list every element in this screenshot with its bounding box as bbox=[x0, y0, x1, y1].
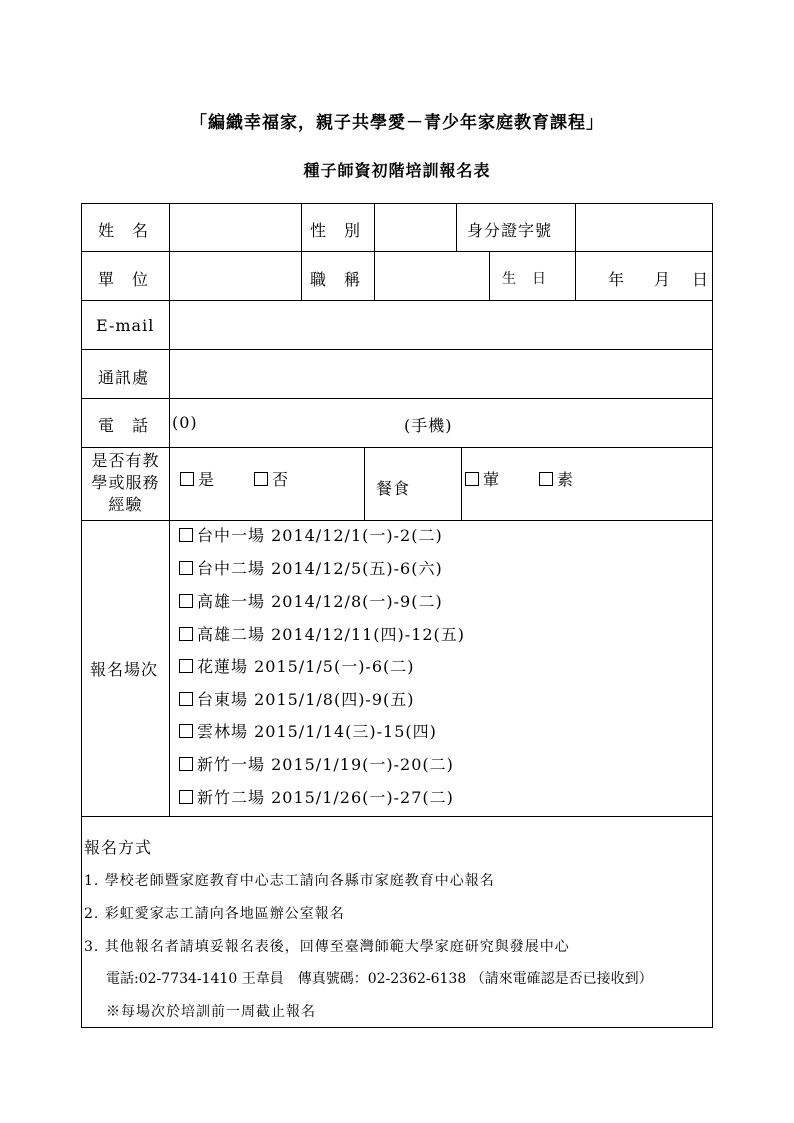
checkbox[interactable] bbox=[180, 472, 194, 486]
gender-label: 性 別 bbox=[310, 221, 362, 240]
session-option[interactable] bbox=[179, 719, 437, 742]
phone-label: 電 話 bbox=[98, 416, 150, 435]
column-divider bbox=[301, 204, 302, 300]
email-label: E-mail bbox=[96, 316, 155, 335]
id-number-field[interactable] bbox=[576, 205, 711, 250]
session-option[interactable] bbox=[179, 687, 415, 710]
gender-field[interactable] bbox=[375, 205, 455, 250]
experience-no-option[interactable] bbox=[254, 467, 289, 490]
address-field[interactable] bbox=[170, 350, 711, 397]
meal-veg-option[interactable] bbox=[539, 467, 574, 490]
session-option[interactable] bbox=[179, 654, 415, 677]
deadline-note: ※每場次於培訓前一周截止報名 bbox=[106, 1004, 316, 1020]
birthday-month-label: 月 bbox=[654, 270, 672, 289]
session-option[interactable] bbox=[179, 523, 443, 546]
experience-label-line: 是否有教 bbox=[91, 451, 160, 470]
session-label: 新竹二場 2015/1/26(一)-27(二) bbox=[197, 788, 454, 807]
form-title: 「編織幸福家，親子共學愛－青少年家庭教育課程」 bbox=[190, 113, 604, 133]
column-divider bbox=[461, 447, 462, 520]
session-label: 台東場 2015/1/8(四)-9(五) bbox=[197, 690, 415, 709]
experience-label bbox=[82, 450, 169, 516]
birthday-label: 生 日 bbox=[502, 271, 547, 287]
meat-label: 葷 bbox=[483, 470, 501, 489]
email-field[interactable] bbox=[170, 301, 711, 348]
checkbox[interactable] bbox=[179, 528, 193, 542]
session-label: 雲林場 2015/1/14(三)-15(四) bbox=[197, 722, 437, 741]
session-label: 花蓮場 2015/1/5(一)-6(二) bbox=[197, 657, 415, 676]
registration-item: 2. 彩虹愛家志工請向各地區辦公室報名 bbox=[84, 906, 345, 922]
experience-yes-option[interactable] bbox=[180, 467, 215, 490]
column-divider bbox=[456, 204, 457, 251]
name-label: 姓 名 bbox=[98, 221, 150, 240]
id-number-label: 身分證字號 bbox=[467, 221, 553, 240]
name-field[interactable] bbox=[170, 205, 300, 250]
session-option[interactable] bbox=[179, 752, 454, 775]
birthday-day-label: 日 bbox=[692, 270, 710, 289]
column-divider bbox=[364, 447, 365, 520]
phone-area-code[interactable]: (0) bbox=[172, 413, 198, 432]
address-label: 通訊處 bbox=[98, 368, 150, 387]
experience-label-line: 學或服務 bbox=[91, 473, 160, 492]
form-subtitle: 種子師資初階培訓報名表 bbox=[303, 161, 491, 180]
session-label: 高雄二場 2014/12/11(四)-12(五) bbox=[197, 625, 466, 644]
veg-label: 素 bbox=[557, 470, 575, 489]
checkbox[interactable] bbox=[179, 594, 193, 608]
row-divider bbox=[82, 447, 712, 448]
no-label: 否 bbox=[272, 470, 290, 489]
registration-item: 3. 其他報名者請填妥報名表後，回傳至臺灣師範大學家庭研究與發展中心 bbox=[84, 939, 570, 955]
session-label: 台中一場 2014/12/1(一)-2(二) bbox=[197, 526, 443, 545]
job-title-label: 職 稱 bbox=[310, 270, 362, 289]
checkbox[interactable] bbox=[465, 472, 479, 486]
checkbox[interactable] bbox=[179, 790, 193, 804]
checkbox[interactable] bbox=[254, 472, 268, 486]
unit-label: 單 位 bbox=[98, 270, 150, 289]
unit-field[interactable] bbox=[170, 252, 300, 299]
checkbox[interactable] bbox=[179, 561, 193, 575]
session-option[interactable] bbox=[179, 589, 443, 612]
job-title-field[interactable] bbox=[375, 252, 488, 299]
checkbox[interactable] bbox=[179, 692, 193, 706]
column-divider bbox=[489, 251, 490, 300]
checkbox[interactable] bbox=[179, 724, 193, 738]
registration-item: 1. 學校老師暨家庭教育中心志工請向各縣市家庭教育中心報名 bbox=[84, 873, 495, 889]
registration-heading: 報名方式 bbox=[84, 838, 153, 857]
session-label: 高雄一場 2014/12/8(一)-9(二) bbox=[197, 592, 443, 611]
row-divider bbox=[82, 816, 712, 817]
session-option[interactable] bbox=[179, 622, 465, 645]
mobile-label[interactable]: (手機) bbox=[404, 416, 453, 435]
birthday-year-label: 年 bbox=[608, 270, 626, 289]
session-option[interactable] bbox=[179, 785, 454, 808]
checkbox[interactable] bbox=[179, 659, 193, 673]
meal-label: 餐食 bbox=[376, 479, 411, 498]
registration-form-table bbox=[81, 203, 713, 1028]
checkbox[interactable] bbox=[179, 627, 193, 641]
experience-label-line: 經驗 bbox=[108, 495, 143, 514]
row-divider bbox=[82, 520, 712, 521]
session-label: 新竹一場 2015/1/19(一)-20(二) bbox=[197, 755, 454, 774]
session-label: 台中二場 2014/12/5(五)-6(六) bbox=[197, 559, 443, 578]
checkbox[interactable] bbox=[179, 757, 193, 771]
row-divider bbox=[82, 398, 712, 399]
yes-label: 是 bbox=[198, 470, 216, 489]
sessions-label: 報名場次 bbox=[90, 660, 159, 679]
session-option[interactable] bbox=[179, 556, 443, 579]
checkbox[interactable] bbox=[539, 472, 553, 486]
contact-info: 電話:02-7734-1410 王韋員 傳真號碼：02-2362-6138 （請來電確認是否已接收到） bbox=[106, 971, 653, 987]
meal-meat-option[interactable] bbox=[465, 467, 500, 490]
